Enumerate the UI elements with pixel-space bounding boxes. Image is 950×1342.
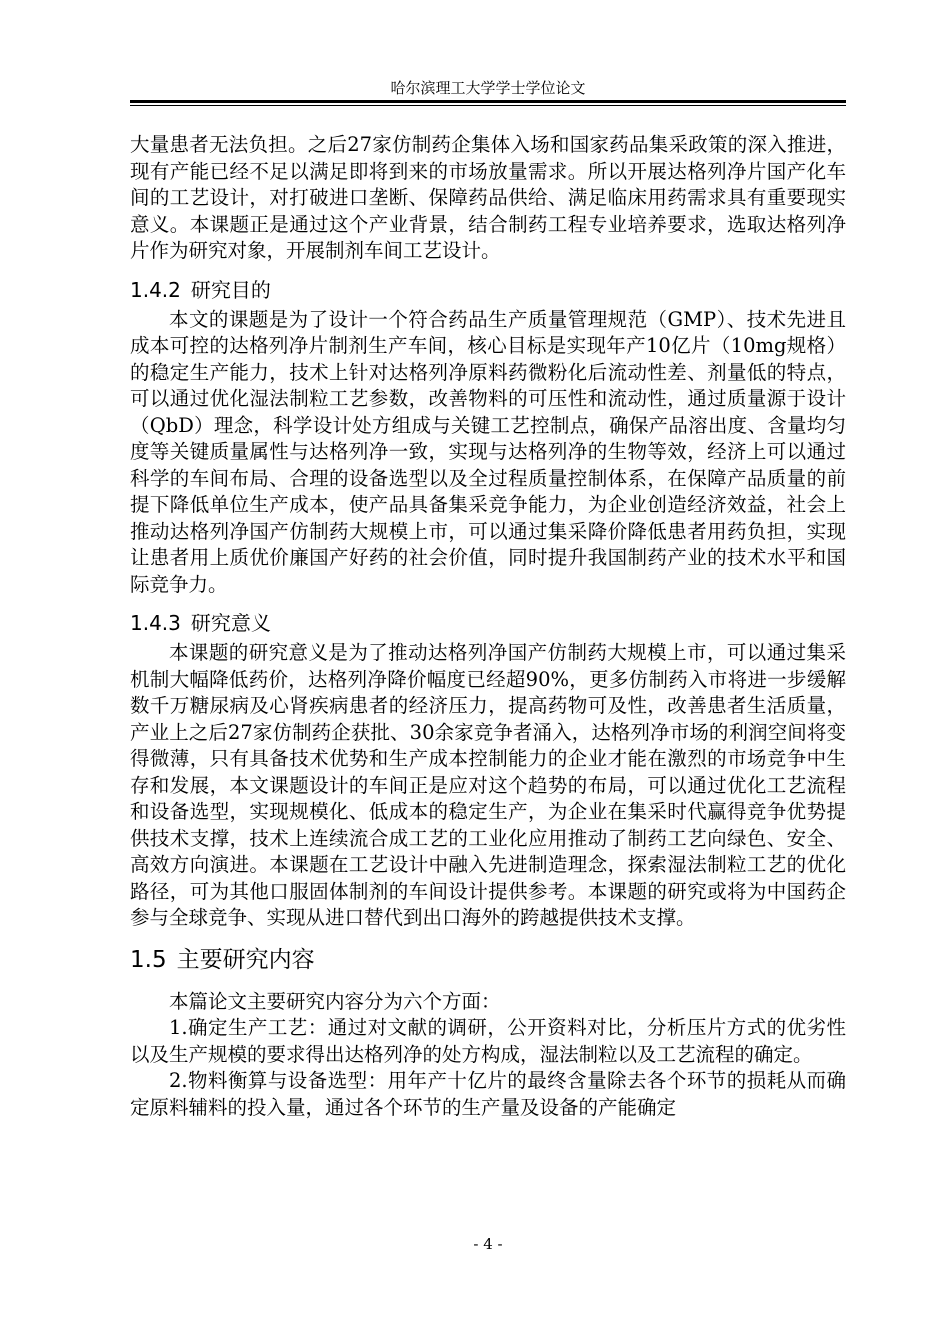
page-content <box>130 132 846 1121</box>
paragraph-research-significance: 本课题的研究意义是为了推动达格列净国产仿制药大规模上市，可以通过集采机制大幅降低药价，达格列净降价幅度已经超90%，更多仿制药入市将进一步缓解数千万糖尿病及心肾疾病患者的经济压力，提高药物可及性，改善患者生活质量，产业上之后27家仿制药企获批、30余家竞争者涌入，达格列净市场的利润空间将变得微薄，只有具备技术优势和生产成本控制能力的企业才能在激烈的市场竞争中生存和发展，本文课题设计的车间正是应对这个趋势的布局，可以通过优化工艺流程和设备选型，实现规模化、低成本的稳定生产，为企业在集采时代赢得竞争优势提供技术支撑，技术上连续流合成工艺的工业化应用推动了制药工艺向绿色、安全、高效方向演进。本课题在工艺设计中融入先进制造理念，探索湿法制粒工艺的优化路径，可为其他口服固体制剂的车间设计提供参考。本课题的研究或将为中国药企参与全球竞争、实现从进口替代到出口海外的跨越提供技术支撑。 <box>130 641 846 929</box>
header-rule-thin <box>130 105 846 106</box>
paragraph-research-purpose: 本文的课题是为了设计一个符合药品生产质量管理规范（GMP）、技术先进且成本可控的达格列净片制剂生产车间，核心目标是实现年产10亿片（10mg规格）的稳定生产能力，技术上针对达格列净原料药微粉化后流动性差、剂量低的特点，可以通过优化湿法制粒工艺参数，改善物料的可压性和流动性，通过质量源于设计（QbD）理念，科学设计处方组成与关键工艺控制点，确保产品溶出度、含量均匀度等关键质量属性与达格列净一致，实现与达格列净的生物等效，经济上可以通过科学的车间布局、合理的设备选型以及全过程质量控制体系，在保障产品质量的前提下降低单位生产成本，使产品具备集采竞争能力，为企业创造经济效益，社会上推动达格列净国产仿制药大规模上市，可以通过集采降价降低患者用药负担，实现让患者用上质优价廉国产好药的社会价值，同时提升我国制药产业的技术水平和国际竞争力。 <box>130 307 846 596</box>
section-number: 1.4.3 <box>130 611 181 635</box>
paragraph-continued: 大量患者无法负担。之后27家仿制药企集体入场和国家药品集采政策的深入推进，现有产能已经不足以满足即将到来的市场放量需求。所以开展达格列净片国产化车间的工艺设计，对打破进口垄断、保障药品供给、满足临床用药需求具有重要现实意义。本课题正是通过这个产业背景，结合制药工程专业培养要求，选取达格列净片作为研究对象，开展制剂车间工艺设计。 <box>130 133 846 262</box>
header-rule-thick <box>130 100 846 103</box>
list-item-material-balance: 2.物料衡算与设备选型：用年产十亿片的最终含量除去各个环节的损耗从而确定原料辅料的投入量，通过各个环节的生产量及设备的产能确定 <box>130 1069 846 1119</box>
section-heading-1-4-2 <box>130 276 846 304</box>
section-title: 研究意义 <box>190 611 271 635</box>
section-title: 研究目的 <box>190 277 271 302</box>
list-item-production-process: 1.确定生产工艺：通过对文献的调研，公开资料对比，分析压片方式的优劣性以及生产规模的要求得出达格列净的处方构成，湿法制粒以及工艺流程的确定。 <box>130 1016 846 1066</box>
section-number: 1.5 <box>130 946 167 973</box>
section-number: 1.4.2 <box>130 277 181 302</box>
section-heading-1-5 <box>130 945 846 975</box>
section-heading-1-4-3 <box>130 609 846 637</box>
paragraph-content-intro: 本篇论文主要研究内容分为六个方面： <box>169 989 501 1013</box>
running-header: 哈尔滨理工大学学士学位论文 <box>390 79 586 97</box>
page-number: - 4 - <box>473 1235 503 1253</box>
section-title: 主要研究内容 <box>176 946 315 973</box>
